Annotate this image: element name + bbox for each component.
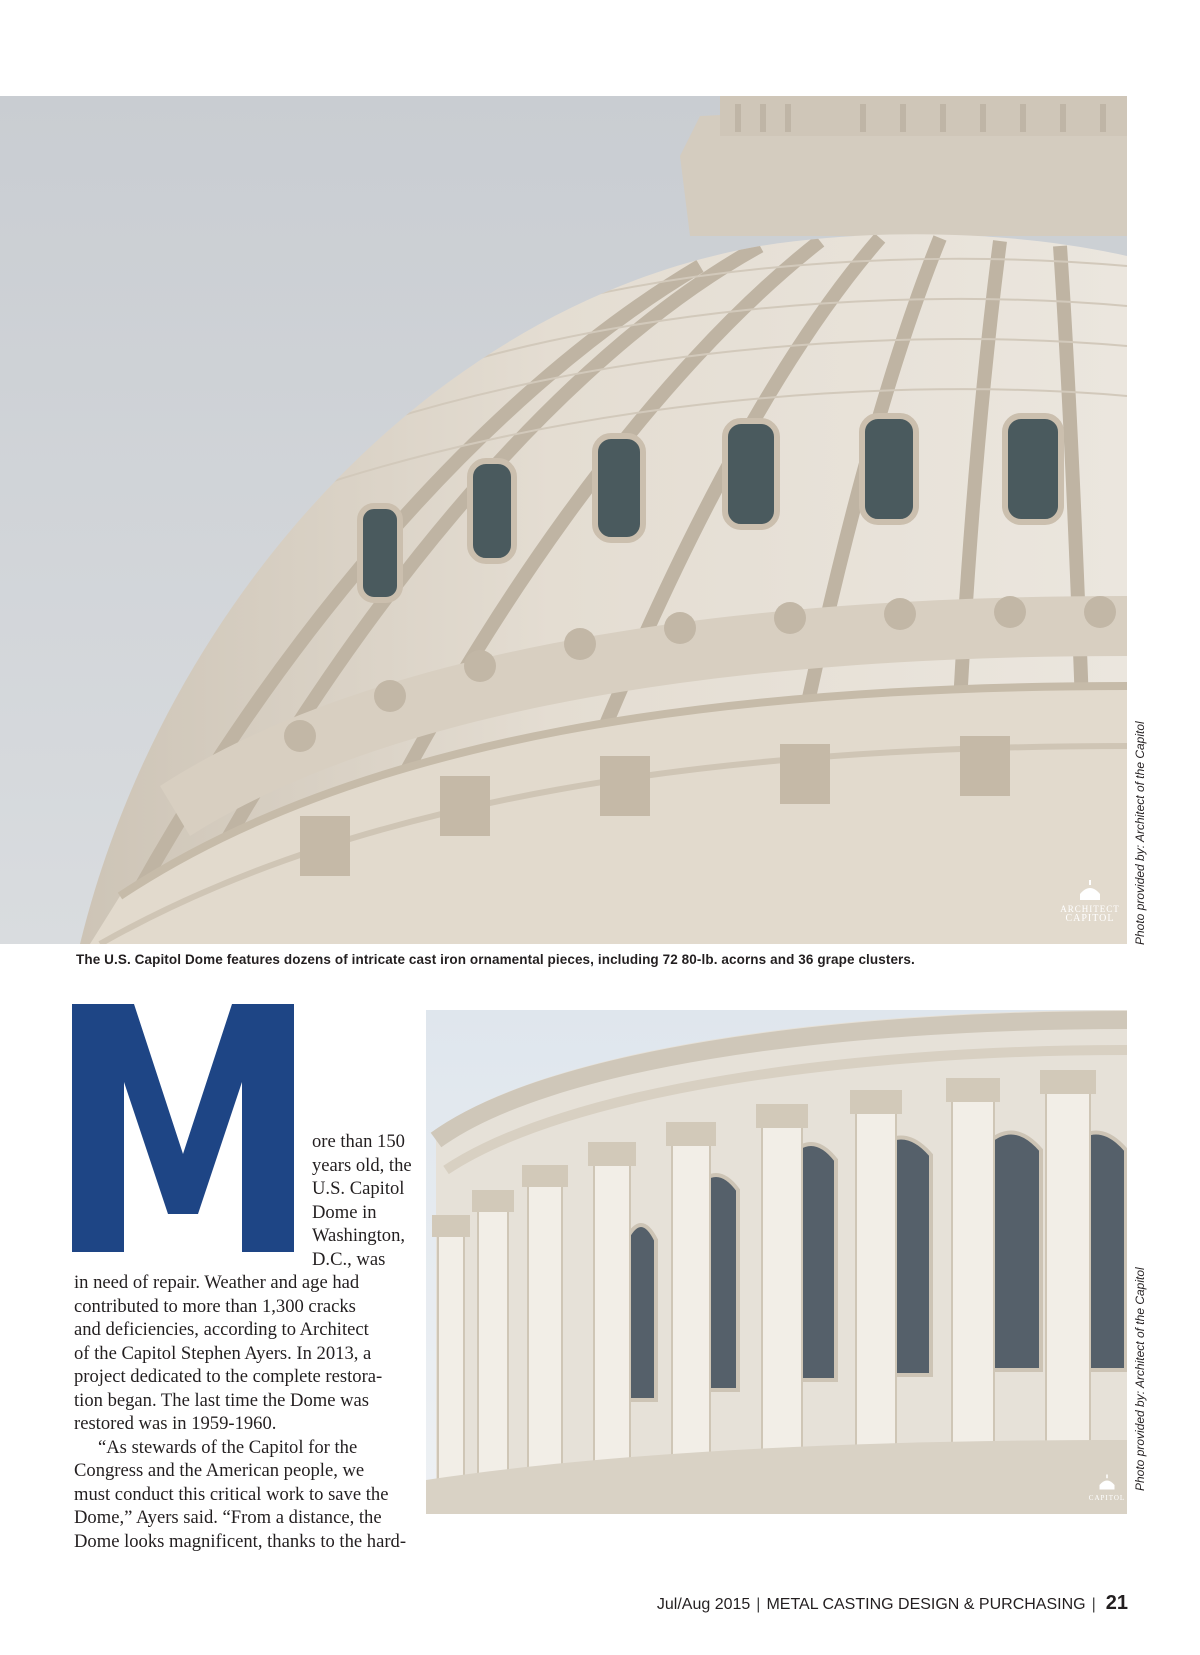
photo-caption: The U.S. Capitol Dome features dozens of intricate cast iron ornamental pieces, including 72 80-lb. acorns and 36 grape clusters. [76,952,915,967]
article-line: in need of repair. Weather and age had [74,1272,360,1293]
article-line: and deficiencies, according to Architect [74,1319,369,1340]
publication-name: METAL CASTING DESIGN & PURCHASING [766,1596,1086,1613]
issue-date: Jul/Aug 2015 [656,1596,751,1613]
article-line: U.S. Capitol [312,1178,405,1199]
capitol-dome-icon [1098,1474,1116,1490]
footer-separator: | [756,1596,761,1613]
page-number: 21 [1105,1592,1128,1614]
article-line: “As stewards of the Capitol for the [98,1436,358,1458]
capitol-dome-icon [1078,880,1102,900]
article-line: tion began. The last time the Dome was [74,1389,370,1411]
dome-photo-top [0,96,1127,944]
logo-line-capitol: CAPITOL [1065,913,1115,924]
article-line: Dome looks magnificent, thanks to the hard- [74,1530,407,1552]
photo-credit-bottom: Photo provided by: Architect of the Capitol [1133,1267,1147,1491]
article-line: of the Capitol Stephen Ayers. In 2013, a [74,1342,372,1364]
logo-line-architect: ARCHITECT [1060,904,1120,914]
article-line: Congress and the American people, we [74,1460,365,1481]
article-line: Dome in [312,1201,377,1223]
article-line: contributed to more than 1,300 cracks [74,1295,356,1317]
article-line: years old, the [312,1154,412,1176]
architect-of-capitol-logo-small [1087,1474,1127,1502]
article-line: project dedicated to the complete restora- [74,1366,383,1387]
article-line: ore than 150 [312,1131,405,1152]
article-line: D.C., was [312,1248,386,1270]
architect-of-capitol-logo [1060,880,1120,924]
footer-separator: | [1091,1596,1096,1613]
logo-line-capitol: CAPITOL [1088,1494,1126,1502]
article-line: Washington, [312,1225,406,1246]
article-line: must conduct this critical work to save the [74,1483,389,1505]
dome-photo-bottom [426,1010,1127,1514]
drop-cap [72,1004,294,1252]
page-footer [657,1592,1128,1615]
article-line: Dome,” Ayers said. “From a distance, the [74,1507,382,1528]
photo-credit-top: Photo provided by: Architect of the Capitol [1133,721,1147,945]
article-line: restored was in 1959-1960. [74,1413,277,1434]
drop-cap-m-glyph [72,1004,294,1252]
